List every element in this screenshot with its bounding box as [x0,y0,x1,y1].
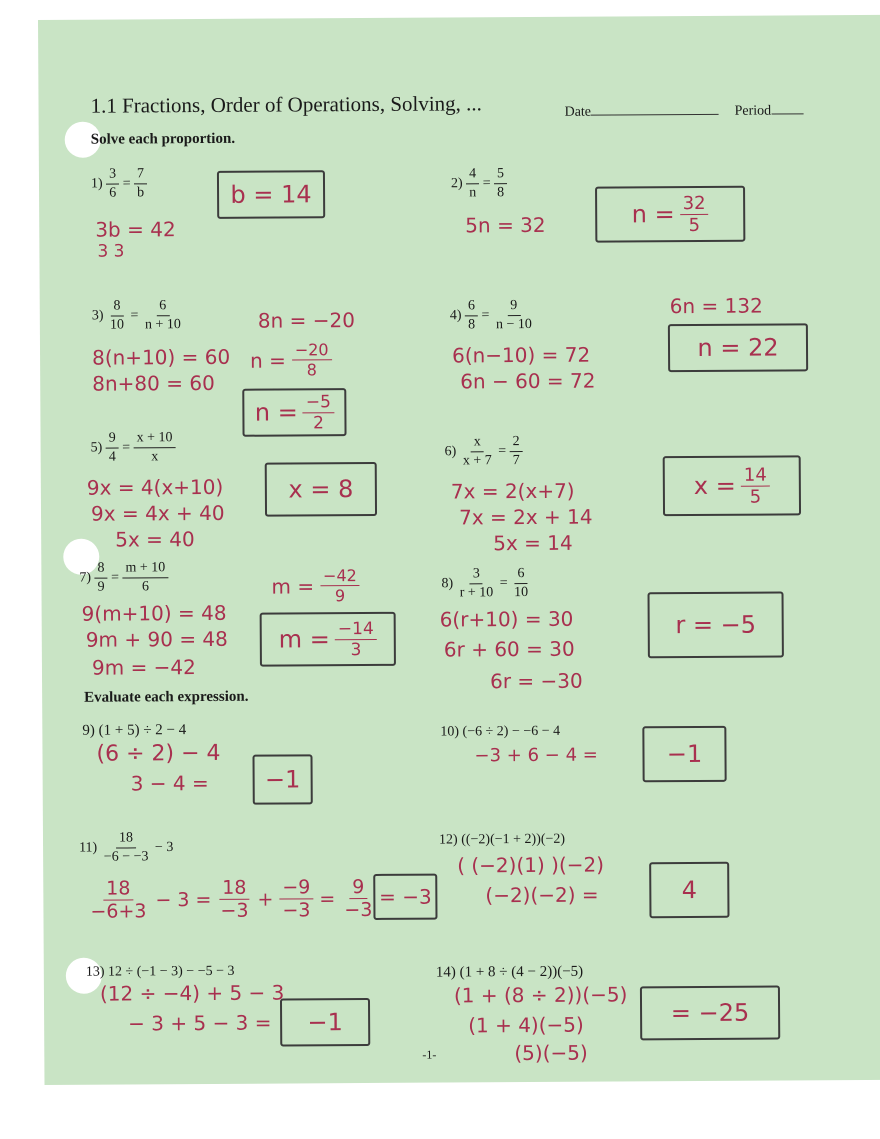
work-12-line1: ( (−2)(1) )(−2) [457,852,605,878]
work-6-line3: 5x = 14 [493,530,573,556]
work-13-line2: − 3 + 5 − 3 = [128,1010,272,1036]
problem-1: 1) $\frac{3}{6}$ = $\frac{7}{b}$ [91,165,147,202]
work-8-line2: 6r + 60 = 30 [443,636,575,662]
work-6-line2: 7x = 2x + 14 [458,504,593,530]
work-11: $\frac{18}{-6+3}$ − 3 = $\frac{18}{-3}$ + $\frac{-9}{-3}$ = $\frac{9}{-3}$ [90,876,373,923]
problem-6: 6) $\frac{x}{x + 7}$ = $\frac{2}{7}$ [445,433,523,470]
work-5-line1: 9x = 4(x+10) [86,474,224,500]
work-8-line1: 6(r+10) = 30 [439,606,574,632]
problem-14: 14) (1 + 8 ÷ (4 − 2))(−5) [435,963,584,981]
problem-10: 10) (−6 ÷ 2) − −6 − 4 [440,723,561,740]
section-heading-evaluate: Evaluate each expression. [84,688,249,706]
answer-box-10: −1 [642,726,726,783]
work-2-line1: 5n = 32 [465,212,546,238]
problem-4: 4) $\frac{6}{8}$ = $\frac{9}{n - 10}$ [449,298,532,333]
work-5-line2: 9x = 4x + 40 [90,500,225,526]
work-5-line3: 5x = 40 [115,527,195,552]
work-7-line2: 9m + 90 = 48 [85,626,228,652]
problem-2: 2) $\frac{4}{n}$ = $\frac{5}{8}$ [451,165,507,202]
work-7-line4: m = $\frac{-42}{9}$ [271,566,360,606]
period-field: Period [735,103,804,119]
date-field: Date [565,104,720,121]
work-13-line1: (12 ÷ −4) + 5 − 3 [99,980,285,1006]
work-14-line2: (1 + 4)(−5) [468,1012,584,1038]
problem-9: 9) (1 + 5) ÷ 2 − 4 [82,722,187,739]
answer-box-5: x = 8 [265,462,377,517]
work-1-line2: 3 3 [97,241,125,262]
work-7-line3: 9m = −42 [91,655,196,680]
page-title: 1.1 Fractions, Order of Operations, Solving, ... [90,91,482,118]
section-heading-proportions: Solve each proportion. [90,130,236,148]
work-14-line3: (5)(−5) [514,1040,588,1066]
work-1-line1: 3b = 42 [95,217,176,242]
answer-box-9: −1 [252,754,312,804]
problem-11: 11) $\frac{18}{-6 - -3}$ − 3 [79,830,174,865]
work-3-line3: 8n = −20 [257,308,356,333]
work-4-line2: 6n − 60 = 72 [460,368,596,394]
answer-box-6: x = $\frac{14}{5}$ [663,455,801,516]
answer-box-11: = −3 [373,874,437,920]
work-4-line1: 6(n−10) = 72 [451,342,591,368]
work-10-line1: −3 + 6 − 4 = [474,744,598,767]
problem-12: 12) ((−2)(−1 + 2))(−2) [438,831,566,848]
answer-box-13: −1 [280,998,370,1047]
worksheet-page [38,15,880,1085]
answer-box-4: n = 22 [668,323,808,372]
work-9-line1: (6 ÷ 2) − 4 [96,740,221,767]
work-3-line4: n = $\frac{-20}{8}$ [250,340,332,379]
work-3-line2: 8n+80 = 60 [92,370,215,396]
work-8-line3: 6r = −30 [489,668,583,694]
problem-8: 8) $\frac{3}{r + 10}$ = $\frac{6}{10}$ [441,566,529,601]
answer-box-2: n = $\frac{32}{5}$ [595,186,745,243]
work-4-line3: 6n = 132 [669,293,763,319]
answer-box-1: b = 14 [217,170,325,219]
work-9-line2: 3 − 4 = [130,770,209,796]
answer-box-14: = −25 [640,985,780,1040]
problem-13: 13) 12 ÷ (−1 − 3) − −5 − 3 [85,963,235,980]
problem-7: 7) $\frac{8}{9}$ = $\frac{m + 10}{6}$ [79,559,168,597]
answer-box-8: r = −5 [648,591,784,658]
work-12-line2: (−2)(−2) = [485,882,599,908]
work-7-line1: 9(m+10) = 48 [81,600,227,626]
answer-box-12: 4 [649,862,729,918]
work-14-line1: (1 + (8 ÷ 2))(−5) [453,982,628,1008]
work-3-line1: 8(n+10) = 60 [91,344,231,370]
problem-5: 5) $\frac{9}{4}$ = $\frac{x + 10}{x}$ [91,429,176,467]
problem-3: 3) $\frac{8}{10}$ = $\frac{6}{n + 10}$ [91,298,181,333]
answer-box-3: n = $\frac{-5}{2}$ [242,388,346,437]
page-number: -1- [422,1047,437,1062]
answer-box-7: m = $\frac{-14}{3}$ [260,612,396,667]
work-6-line1: 7x = 2(x+7) [450,478,575,504]
